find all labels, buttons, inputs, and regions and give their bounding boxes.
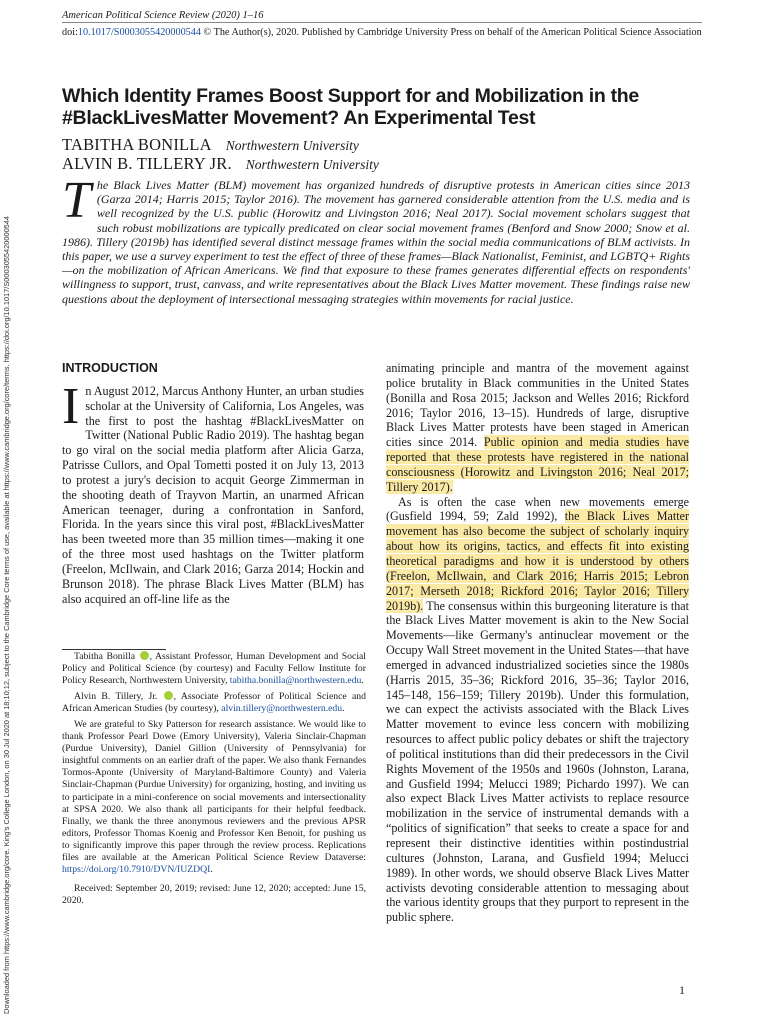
highlighted-passage-2: the Black Lives Matter movement has also become the subject of scholarly inquiry about how its origins, tactics, and effects fit into existing theoretical paradigms and how it is understood by others (Freelon, McIlwain, and Clark 2016; Harris 2015; Lebron 2017; Merseth 2018; Rickford 2016; Taylor 2016; Tillery 2019b). [386,509,689,613]
author-2-affiliation: Northwestern University [245,157,379,172]
abstract [62,172,690,306]
orcid-icon[interactable] [164,691,173,700]
journal-header: American Political Science Review (2020) 1–16 [62,10,264,21]
section-heading: INTRODUCTION [62,361,158,375]
received-dates: Received: September 20, 2019; revised: June 12, 2020; accepted: June 15, 2020. [62,882,366,906]
doi-link[interactable]: 10.1017/S0003055420000544 [77,27,201,38]
header-rule [62,22,702,23]
page-number: 1 [679,983,685,997]
download-sidebar [0,0,20,1024]
author-2: ALVIN B. TILLERY JR. Northwestern University [62,154,379,173]
footnote-author-2: Alvin B. Tillery, Jr. , Associate Professor of Political Science and African American Studies (by courtesy), alvin.tillery@northwestern.edu. [62,691,366,715]
left-column [62,361,364,607]
intro-drop-cap: I [62,377,80,435]
footnote-acknowledgments: We are grateful to Sky Patterson for research assistance. We would like to thank Professor Pearl Dowe (Emory University), Valeria Sinclair-Chapman (Purdue University), Daniel Gillion (University of Pennsylvania) for insightful comments on an earlier draft of the paper. We also thank Fernandes Tormos-Aponte (University of Maryland-Baltimore County) and Valeria Sinclair-Chapman (Purdue University) for organizing, hosting, and inviting us to participate in a mini-conference on social movements and intersectionality at SPSA 2020. We also thank all participants for their helpful feedback. Finally, we thank the three anonymous reviewers and the previous APSR editors, Professor Thomas Koenig and Professor Ken Benoit, for pushing us to significantly improve this paper through the review process. Replications files are available at the American Political Science Review Dataverse: https://doi.org/10.7910/DVN/IUZDQI. [62,719,366,875]
email-link-2[interactable]: alvin.tillery@northwestern.edu [221,703,343,715]
abstract-drop-cap: T [62,172,91,229]
abstract-text: he Black Lives Matter (BLM) movement has organized hundreds of disruptive protests in American cities since 2013 (Garza 2014; Harris 2015; Taylor 2016). The movement has garnered considerable attention from the U.S. media and is well recognized by the U.S. public (Horowitz and Livingston 2016; Neal 2017). Social movement scholars suggest that such robust mobilizations are typically predicated on clear social movement frames (Benford and Snow 2000; Snow et al. 1986). Tillery (2019b) has identified several distinct message frames within the social media communications of BLM activists. In this paper, we use a survey experiment to test the effect of three of these frames—Black Nationalist, Feminist, and LGBTQ+ Rights—on the mobilization of African Americans. We find that exposure to these frames generates differential effects on respondents' willingness to support, trust, canvass, and write representatives about the Black Lives Matter movement. These findings raise new questions about the deployment of intersectional messaging strategies within movements for racial justice. [62,178,690,306]
author-1: TABITHA BONILLA Northwestern University [62,135,359,154]
doi-line: doi:10.1017/S0003055420000544 © The Author(s), 2020. Published by Cambridge University Press on behalf of the American Political Science Association [62,27,702,38]
footnote-rule [62,649,166,650]
dataverse-link[interactable]: https://doi.org/10.7910/DVN/IUZDQI [62,863,211,875]
article-title: Which Identity Frames Boost Support for and Mobilization in the #BlackLivesMatter Movement? An Experimental Test [62,85,639,129]
intro-paragraph-1: In August 2012, Marcus Anthony Hunter, an urban studies scholar at the University of California, Los Angeles, was the first to post the hashtag #BlackLivesMatter on Twitter (National Public Radio 2019). The hashtag began to go viral on the social media platform after Alicia Garza, Patrisse Cullors, and Opal Tometti posted it on July 13, 2013 to protest a jury's decision to acquit George Zimmerman in the shooting death of Trayvon Martin, an unarmed African American teenager, during a confrontation in Sanford, Florida. In the years since this viral post, #BlackLivesMatter has been tweeted more than 35 million times—making it one of the three most used hashtags on the Twitter platform (Freelon, McIlwain, and Clark 2016; Garza 2014; Hockin and Brunson 2018). The phrase Black Lives Matter (BLM) has also acquired an off-line life as the [62,377,364,606]
download-notice: Downloaded from https://www.cambridge.org/core. King's College London, on 30 Jul 2020 at 18:10:12, subject to the Cambridge Core terms of use, available at https://www.cambridge.org/core/terms. https://doi.org/10.1017/S0003055420000544 [2,215,11,1014]
author-1-affiliation: Northwestern University [225,138,359,153]
orcid-icon[interactable] [140,651,149,660]
email-link-1[interactable]: tabitha.bonilla@northwestern.edu [229,675,362,687]
right-column [386,361,689,925]
footnote-author-1: Tabitha Bonilla , Assistant Professor, Human Development and Social Policy and Political Science (by courtesy) and Faculty Fellow Institute for Policy Research, Northwestern University, tabitha.bonilla@northwestern.edu. [62,651,366,687]
footnotes [62,651,366,907]
right-paragraph-1: animating principle and mantra of the movement against police brutality in Black communities in the United States (Bonilla and Rosa 2015; Jackson and Welles 2016; Rickford 2016; Taylor 2016, 13–15). Hundreds of large, disruptive Black Lives Matter protests have been staged in American cities since 2014. Public opinion and media studies have reported that these protests have registered in the national consciousness (Horowitz and Livingston 2016; Neal 2017; Tillery 2017). [386,361,689,494]
right-paragraph-2: As is often the case when new movements emerge (Gusfield 1994, 59; Zald 1992), the Black Lives Matter movement has also become the subject of scholarly inquiry about how its origins, tactics, and effects fit into existing theoretical paradigms and how it is understood by others (Freelon, McIlwain, and Clark 2016; Harris 2015; Lebron 2017; Merseth 2018; Rickford 2016; Taylor 2016; Tillery 2019b). The consensus within this burgeoning literature is that the Black Lives Matter movement is akin to the New Social Movements—like Germany's antinuclear movement or the Occupy Wall Street movement in the United States—that have emerged in advanced industrialized societies since the 1980s (Harris 2015, 35–36; Rickford 2016, 35–36; Taylor 2016, 145–148, 156–159; Tillery 2019b). Under this formulation, we can expect the activists associated with the Black Lives Matter movement to evince less concern with mobilizing resources to affect public policy debates or shift the trajectory of political institutions than did their predecessors in the Civil Rights Movement of the 1950s and 1960s (Johnston, Larana, and Gusfield 1994; Melucci 1989; Pichardo 1997). We can also expect Black Lives Matter activists to replace resource mobilization in the service of instrumental demands with a “politics of signification” that seeks to create a space for and represent their distinctive identities within postindustrial cultures (Johnston, Larana, and Gusfield 1994; Melucci 1989). In other words, we should observe Black Lives Matter activists devoting considerable attention to messaging about the various identity groups that they purport to represent in the public sphere. [386,494,689,925]
highlighted-passage-1: Public opinion and media studies have reported that these protests have registered in the national consciousness (Horowitz and Livingston 2016; Neal 2017; Tillery 2017). [386,435,689,494]
